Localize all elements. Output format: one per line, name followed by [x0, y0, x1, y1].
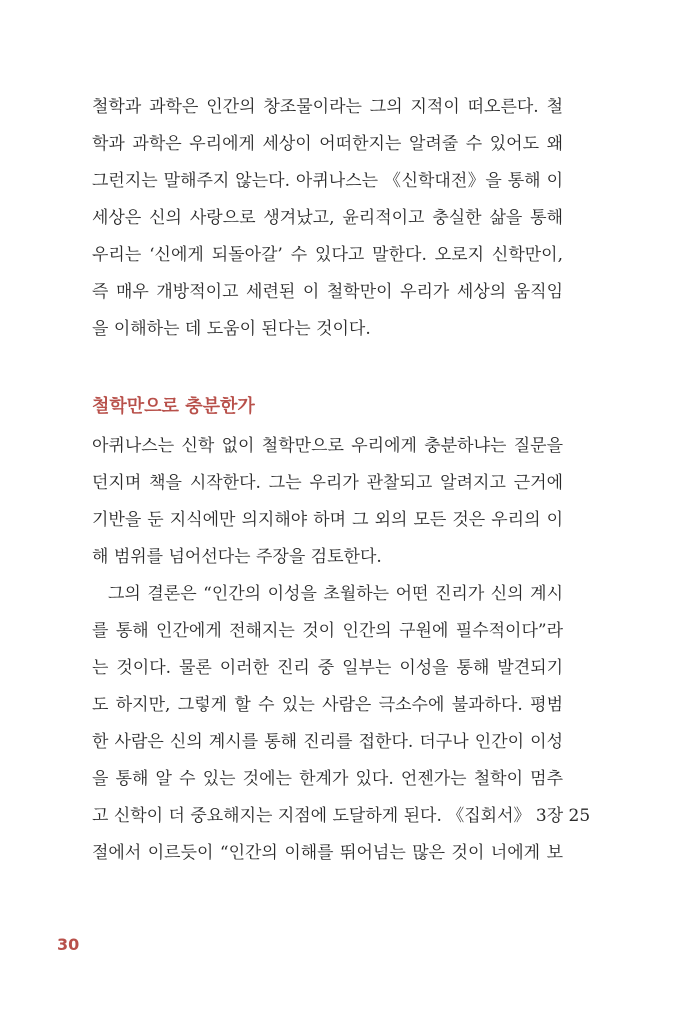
text-line: 를 통해 인간에게 전해지는 것이 인간의 구원에 필수적이다”라 — [92, 621, 563, 641]
text-line: 철학과 과학은 인간의 창조물이라는 그의 지적이 떠오른다. 철 — [92, 97, 563, 117]
text-line: 절에서 이르듯이 “인간의 이해를 뛰어넘는 많은 것이 너에게 보 — [92, 843, 563, 863]
text-line: 아퀴나스는 신학 없이 철학만으로 우리에게 충분하냐는 질문을 — [92, 436, 563, 456]
text-line: 기반을 둔 지식에만 의지해야 하며 그 외의 모든 것은 우리의 이 — [92, 510, 563, 530]
section-heading: 철학만으로 충분한가 — [92, 396, 255, 417]
text-line: 학과 과학은 우리에게 세상이 어떠한지는 알려줄 수 있어도 왜 — [92, 134, 563, 154]
text-line: 던지며 책을 시작한다. 그는 우리가 관찰되고 알려지고 근거에 — [92, 473, 563, 493]
text-line: 도 하지만, 그렇게 할 수 있는 사람은 극소수에 불과하다. 평범 — [92, 695, 563, 715]
text-line: 즉 매우 개방적이고 세련된 이 철학만이 우리가 세상의 움직임 — [92, 282, 563, 302]
text-line: 한 사람은 신의 계시를 통해 진리를 접한다. 더구나 인간이 이성 — [92, 732, 563, 752]
text-line: 을 이해하는 데 도움이 된다는 것이다. — [92, 319, 371, 339]
page-number: 30 — [57, 935, 80, 954]
text-line: 을 통해 알 수 있는 것에는 한계가 있다. 언젠가는 철학이 멈추 — [92, 769, 563, 789]
text-line: 우리는 ‘신에게 되돌아갈’ 수 있다고 말한다. 오로지 신학만이, — [92, 245, 563, 265]
text-line: 세상은 신의 사랑으로 생겨났고, 윤리적이고 충실한 삶을 통해 — [92, 208, 563, 228]
text-line: 고 신학이 더 중요해지는 지점에 도달하게 된다. 《집회서》 3장 25 — [92, 806, 591, 826]
text-line: 그의 결론은 “인간의 이성을 초월하는 어떤 진리가 신의 계시 — [108, 584, 563, 604]
text-line: 해 범위를 넘어선다는 주장을 검토한다. — [92, 547, 382, 567]
text-line: 그런지는 말해주지 않는다. 아퀴나스는 《신학대전》을 통해 이 — [92, 171, 563, 191]
text-line: 는 것이다. 물론 이러한 진리 중 일부는 이성을 통해 발견되기 — [92, 658, 563, 678]
